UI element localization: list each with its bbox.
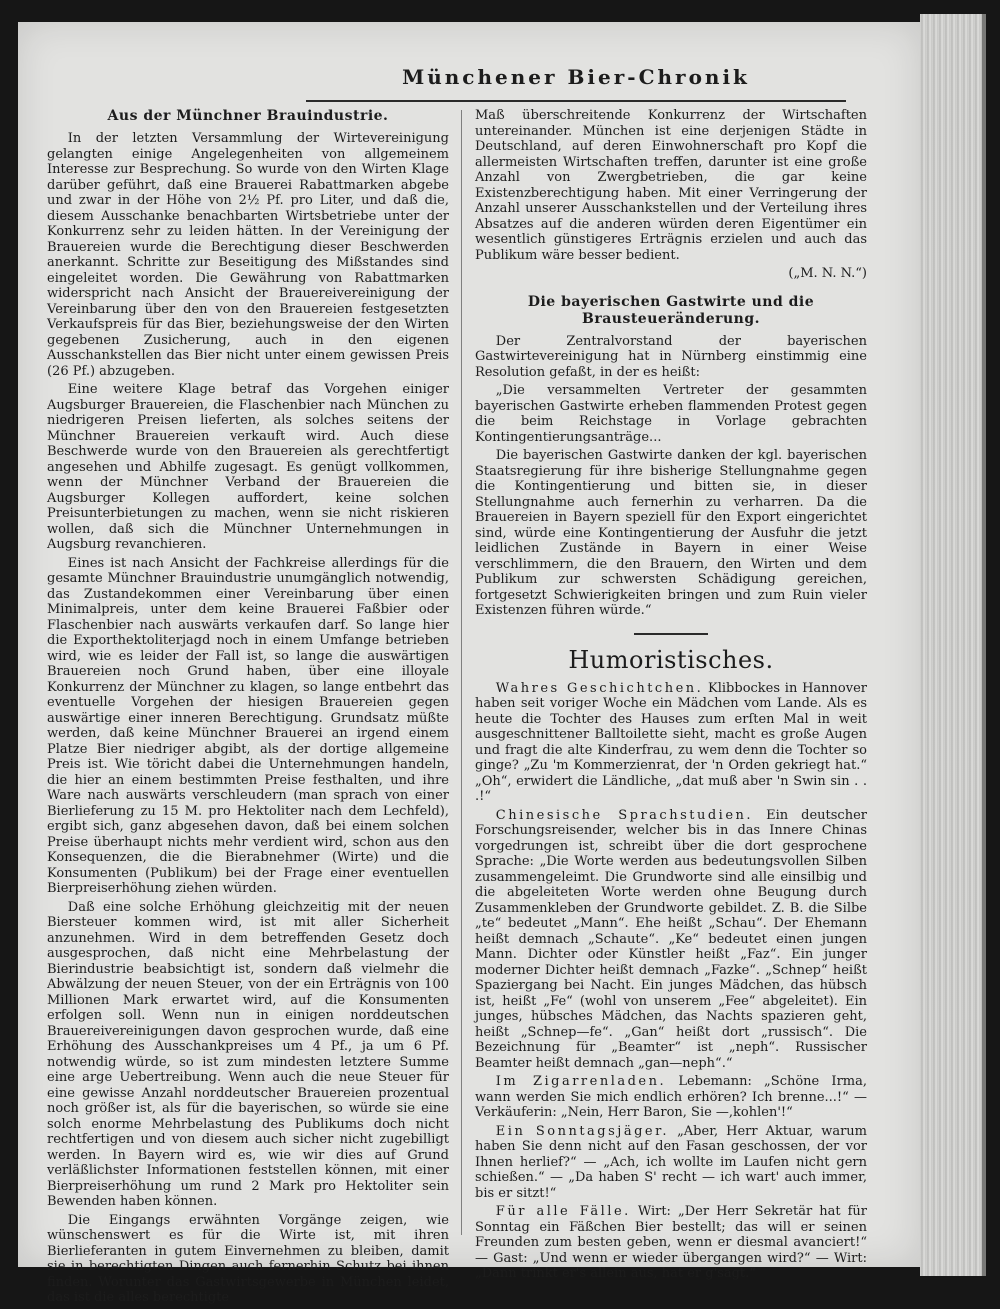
humor-item-text: „Aber, Herr Aktuar, warum haben Sie denn nicht auf den Fasan geschossen, der vor Ihnen herlief?“ — „Ach, ich wollte im Laufen nicht gern schießen.“ — „Da haben S' recht — ich wart' auch immer, bis er sitzt!“ xyxy=(475,1123,867,1201)
paragraph: Eine weitere Klage betraf das Vorgehen einiger Augsburger Brauereien, die Flaschenbier nach München zu niedrigeren Preisen lieferten, als solches seitens der Münchner Brauereien verkauft wird. Auch diese Beschwerde wurde von den Brauereien als gerechtfertigt angesehen und Abhilfe zugesagt. Es genügt vollkommen, wenn der Münchner Verband der Brauereien die Augsburger Kollegen auffordert, keine solchen Preisunterbietungen zu machen, wenn sie nicht riskieren wollen, daß sich die Münchner Unternehmungen in Augsburg revanchieren. xyxy=(47,382,449,552)
humor-item-title: Chinesische Sprachstudien. xyxy=(495,807,754,823)
humor-item xyxy=(475,808,867,1072)
humor-heading: Humoristisches. xyxy=(568,645,774,674)
humor-item-title: Ein Sonntagsjäger. xyxy=(495,1123,670,1139)
humor-item-title: Wahres Geschichtchen. xyxy=(495,680,704,696)
header-rule xyxy=(306,100,846,102)
humor-item-title: Für alle Fälle. xyxy=(495,1204,631,1219)
article-heading: Aus der Münchner Brauindustrie. xyxy=(107,108,389,124)
paragraph: Daß eine solche Erhöhung gleichzeitig mit der neuen Biersteuer kommen wird, ist mit aller Sicherheit anzunehmen. Wird in dem betreffenden Gesetz doch ausgesprochen, daß nicht eine Mehrbelastung der Bierindustrie beabsichtigt ist, sondern daß vielmehr die Abwälzung der neuen Steuer, von der ein Erträgnis von 100 Millionen Mark erwartet wird, auf die Konsumenten erfolgen soll. Wenn nun in einigen norddeutschen Brauereivereinigungen davon gesprochen wurde, daß eine Erhöhung des Ausschankpreises um 4 Pf., ja um 6 Pf. notwendig würde, so ist zum mindesten letztere Summe eine arge Uebertreibung. Wenn auch die neue Steuer für eine gewisse Anzahl norddeutscher Brauereien prozentual noch größer ist, als für die bayerischen, so würde sie eine solch enorme Mehrbelastung des Publikums doch nicht rechtfertigen und von diesem auch sicher nicht zugebilligt werden. In Bayern wird es, wie wir dies auf Grund verläßlichster Informationen feststellen können, mit einer Bierpreiserhöhung um rund 2 Mark pro Hektoliter sein Bewenden haben können. xyxy=(47,899,449,1209)
quote-paragraph: Die bayerischen Gastwirte danken der kgl. bayerischen Staatsregierung für ihre bisherige Stellungnahme gegen die Kontingentierung und bitten sie, in dieser Stellungnahme auch fernerhin zu verharren. Da die Brauereien in Bayern speziell für den Export eingerichtet sind, würde eine Kontingentierung der Ausfuhr die jetzt leidlichen Zustände in Bayern in einer Weise verschlimmern, die den Brauern, den Wirten und dem Publikum zur schwersten Schädigung gereichen, fortgesetzt Schwierigkeiten bringen und zum Ruin vieler Existenzen führen würde.“ xyxy=(475,448,867,618)
humor-item-text: Lebemann: „Schöne Irma, wann werden Sie mich endlich erhören? Ich brenne...!“ — Verkäuferin: „Nein, Herr Baron, Sie —,kohlen'!“ xyxy=(475,1074,867,1120)
header-title: Münchener Bier-Chronik xyxy=(402,65,750,89)
left-column xyxy=(47,108,449,1309)
source-note: („M. N. N.“) xyxy=(788,266,867,281)
resolution-quote xyxy=(475,383,867,619)
paragraph: Der Zentralvorstand der bayerischen Gastwirtevereinigung hat in Nürnberg einstimmig eine Resolution gefaßt, in der es heißt: xyxy=(475,333,867,380)
humor-item xyxy=(475,1124,867,1202)
newspaper-page xyxy=(18,22,920,1305)
humor-item xyxy=(475,1204,867,1282)
humor-item-text: Ein deutscher Forschungsreisender, welcher bis in das Innere Chinas vorgedrungen ist, schreibt über die dort gesprochene Sprache: „Die Worte werden aus bedeutungsvollen Silben zusammengeleimt. Die Grundworte sind alle einsilbig und die abgeleiteten Worte werden ohne Beugung durch Zusammenkleben der Grundworte gebildet. Z. B. die Silbe „te“ bedeutet „Mann“. Ehe heißt „Schau“. Der Ehemann heißt demnach „Schaute“. „Ke“ bedeutet einen jungen Mann. Dichter oder Künstler heißt „Faz“. Ein junger moderner Dichter heißt demnach „Fazke“. „Schnep“ heißt Spaziergang bei Nacht. Ein junges Mädchen, das hübsch ist, heißt „Fe“ (wohl von unserem „Fee“ abgeleitet). Ein junges, hübsches Mädchen, das Nachts spazieren geht, heißt „Schnep—fe“. „Gan“ heißt dort „russisch“. Die Bezeichnung für „Beamter“ ist „neph“. Russischer Beamter heißt demnach „gan—neph“.“ xyxy=(475,807,867,1071)
paragraph: Die Eingangs erwähnten Vorgänge zeigen, wie wünschenswert es für die Wirte ist, mit ihren Bierlieferanten in gutem Einvernehmen zu bleiben, damit sie in berechtigten Dingen auch fernerhin Schutz bei ihnen finden. Worunter das Gastwirtsgewerbe in München leidet, das ist die alles berechtigte xyxy=(47,1212,449,1305)
continuation-paragraph: Maß überschreitende Konkurrenz der Wirtschaften untereinander. München ist eine derjenigen Städte in Deutschland, auf deren Einwohnerschaft pro Kopf die allermeisten Wirtschaften treffen, darunter ist eine große Anzahl von Zwergbetrieben, die gar keine Existenzberechtigung haben. Mit einer Verringerung der Anzahl unserer Ausschankstellen und der Verteilung ihres Absatzes auf die anderen würden deren Eigentümer ein wesentlich günstigeres Erträgnis erzielen und auch das Publikum wäre besser bedient. xyxy=(475,108,867,263)
humor-item xyxy=(475,681,867,805)
paragraph: In der letzten Versammlung der Wirtevereinigung gelangten einige Angelegenheiten von allgemeinem Interesse zur Besprechung. So wurde von den Wirten Klage darüber geführt, daß eine Brauerei Rabattmarken abgebe und zwar in der Höhe von 2½ Pf. pro Liter, und daß die, diesem Ausschanke benachbarten Wirtsbetriebe unter der Konkurrenz sehr zu leiden hätten. In der Vereinigung der Brauereien wurde die Berechtigung dieser Beschwerden anerkannt. Schritte zur Beseitigung des Mißstandes sind eingeleitet worden. Die Gewährung von Rabattmarken widerspricht nach Ansicht der Brauereivereinigung der Vereinbarung über den von den Brauereien festgesetzten Verkaufspreis für das Bier, beziehungsweise der den Wirten gegebenen Zusicherung, auch in den eigenen Ausschankstellen das Bier nicht unter einem gewissen Preis (26 Pf.) abzugeben. xyxy=(47,131,449,379)
humor-item-text: Klibbockes in Hannover haben seit voriger Woche ein Mädchen vom Lande. Als es heute die Tochter des Hauses zum erſten Mal in weit ausgeschnittener Balltoilette sieht, macht es große Augen und fragt die alte Kinderfrau, zu wem denn die Tochter so ginge? „Zu 'm Kommerzienrat, der 'n Orden gekriegt hat.“ „Oh“, erwidert die Ländliche, „dat muß aber 'n Swin sin . . .!“ xyxy=(475,680,867,804)
column-divider xyxy=(461,110,462,1235)
paragraph: Eines ist nach Ansicht der Fachkreise allerdings für die gesamte Münchner Brauindustrie unumgänglich notwendig, das Zustandekommen einer Vereinbarung über einen Minimalpreis, unter dem keine Brauerei Faßbier oder Flaschenbier nach auswärts verkaufen darf. So lange hier die Exporthektoliterjagd noch in einem Umfange betrieben wird, wie es leider der Fall ist, so lange die auswärtigen Brauereien noch Grund haben, über eine illoyale Konkurrenz der Münchner zu klagen, so lange entbehrt das eventuelle Vorgehen der hiesigen Brauereien gegen auswärtige einer inneren Berechtigung. Grundsatz müßte werden, daß keine Münchner Brauerei an irgend einem Platze Bier niedriger abgibt, als der dortige allgemeine Preis ist. Wie töricht dabei die Unternehmungen handeln, die hier an einem bestimmten Preise festhalten, und ihre Ware nach auswärts verschleudern (man sprach von einer Bierlieferung zu 15 M. pro Hektoliter nach dem Lechfeld), ergibt sich, ganz abgesehen davon, daß bei einem solchen Preise überhaupt nichts mehr verdient wird, schon aus den Konsequenzen, die die Bierabnehmer (Wirte) und die Konsumenten (Publikum) bei der Frage einer eventuellen Bierpreiserhöhung ziehen würden. xyxy=(47,555,449,896)
article-heading-2: Die bayerischen Gastwirte und die Brausteueränderung. xyxy=(527,293,815,327)
page-header xyxy=(18,60,920,100)
section-rule xyxy=(634,633,708,635)
page-stack-edges xyxy=(920,14,986,1276)
humor-item-text: Wirt: „Der Herr Sekretär hat für Sonntag ein Fäßchen Bier bestellt; das will er seinen Freunden zum besten geben, wenn er diesmal avanciert!“ — Gast: „Und wenn er wieder übergangen wird?“ — Wirt: „Dann trinkt er's allein aus, hat er g'sagt.“ xyxy=(475,1204,867,1281)
quote-paragraph: „Die versammelten Vertreter der gesammten bayerischen Gastwirte erheben flammenden Protest gegen die beim Reichstage in Vorlage gebrachten Kontingentierungsanträge... xyxy=(475,383,867,445)
humor-item-title: Im Zigarrenladen. xyxy=(495,1074,667,1089)
humor-item xyxy=(475,1074,867,1121)
right-column xyxy=(475,108,867,1285)
